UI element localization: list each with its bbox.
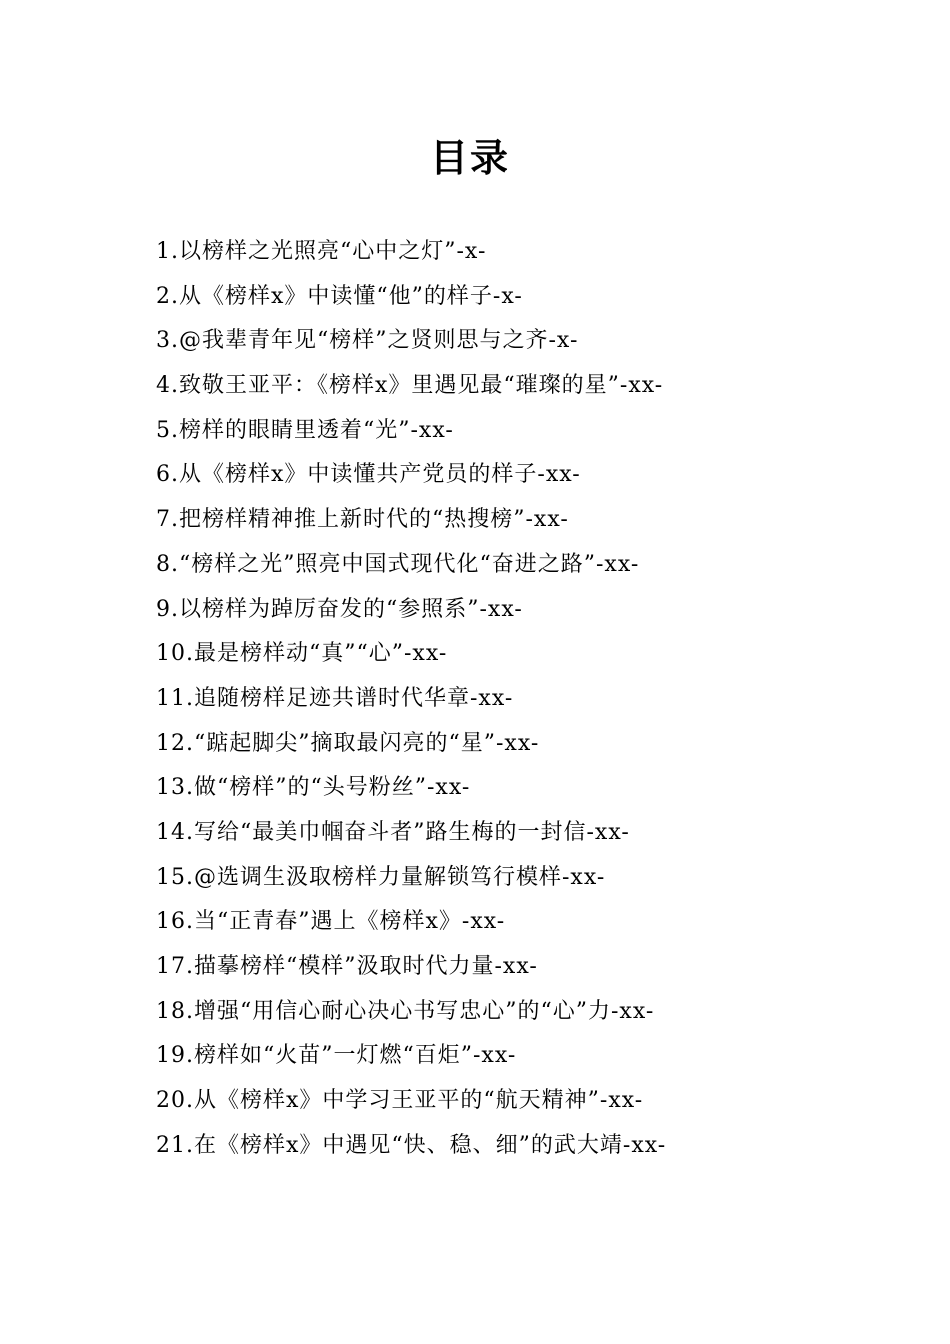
toc-item-10: 10.最是榜样动“真”“心”-xx- — [156, 641, 448, 667]
toc-item-5: 5.榜样的眼睛里透着“光”-xx- — [156, 417, 454, 443]
toc-item-7: 7.把榜样精神推上新时代的“热搜榜”-xx- — [156, 507, 569, 533]
toc-item-12: 12.“踮起脚尖”摘取最闪亮的“星”-xx- — [156, 730, 540, 756]
table-of-contents — [156, 230, 876, 1168]
toc-item-14: 14.写给“最美巾帼奋斗者”路生梅的一封信-xx- — [156, 819, 630, 845]
toc-item-19: 19.榜样如“火苗”一灯燃“百炬”-xx- — [156, 1043, 517, 1069]
toc-item-4: 4.致敬王亚平：《榜样x》里遇见最“璀璨的星”-xx- — [156, 373, 664, 399]
toc-item-6: 6.从《榜样x》中读懂共产党员的样子-xx- — [156, 462, 581, 488]
toc-item-16: 16.当“正青春”遇上《榜样x》-xx- — [156, 909, 506, 935]
toc-item-18: 18.增强“用信心耐心决心书写忠心”的“心”力-xx- — [156, 998, 655, 1024]
toc-item-8: 8.“榜样之光”照亮中国式现代化“奋进之路”-xx- — [156, 551, 640, 577]
toc-item-20: 20.从《榜样x》中学习王亚平的“航天精神”-xx- — [156, 1088, 644, 1114]
toc-item-3: 3.@我辈青年见“榜样”之贤则思与之齐-x- — [156, 328, 579, 354]
toc-item-17: 17.描摹榜样“模样”汲取时代力量-xx- — [156, 954, 538, 979]
toc-item-15: 15.@选调生汲取榜样力量解锁笃行模样-xx- — [156, 864, 606, 890]
toc-item-1: 1.以榜样之光照亮“心中之灯”-x- — [156, 239, 487, 264]
toc-item-11: 11.追随榜样足迹共谱时代华章-xx- — [156, 685, 514, 711]
toc-item-9: 9.以榜样为踔厉奋发的“参照系”-xx- — [156, 596, 523, 622]
toc-item-13: 13.做“榜样”的“头号粉丝”-xx- — [156, 775, 471, 801]
toc-item-21: 21.在《榜样x》中遇见“快、稳、细”的武大靖-xx- — [156, 1132, 667, 1158]
toc-item-2: 2.从《榜样x》中读懂“他”的样子-x- — [156, 283, 523, 309]
page-title: 目录 — [429, 135, 510, 180]
